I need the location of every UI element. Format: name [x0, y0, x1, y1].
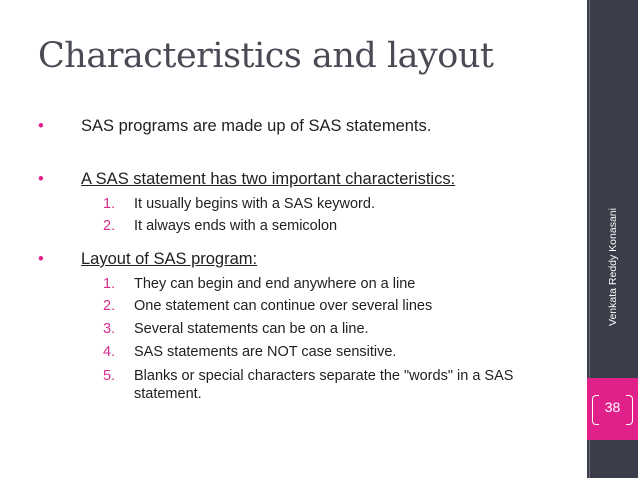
author-name: Venkata Reddy Konasani: [606, 208, 619, 326]
bullet-text: A SAS statement has two important characteristics:: [81, 170, 456, 188]
item-text: It always ends with a semicolon: [134, 218, 338, 234]
bullet-marker: •: [38, 250, 44, 268]
bullet-marker: •: [38, 117, 44, 135]
item-text: They can begin and end anywhere on a line: [134, 276, 416, 292]
item-text: Several statements can be on a line.: [134, 321, 369, 337]
slide-title: Characteristics and layout: [38, 36, 494, 76]
item-text: SAS statements are NOT case sensitive.: [134, 344, 397, 360]
author-label: [587, 202, 638, 332]
item-number: 4.: [103, 344, 116, 360]
item-number: 5.: [103, 368, 116, 384]
item-text: It usually begins with a SAS keyword.: [134, 196, 375, 212]
item-text: One statement can continue over several lines: [134, 298, 433, 314]
item-text: Blanks or special characters separate the "words" in a SAS: [134, 368, 514, 384]
item-number: 1.: [103, 196, 116, 212]
page-number-box: [587, 378, 638, 440]
item-number: 1.: [103, 276, 116, 292]
bullet-marker: •: [38, 170, 44, 188]
item-number: 2.: [103, 218, 116, 234]
page-number: 38: [604, 399, 621, 415]
item-number: 2.: [103, 298, 116, 314]
item-text-continuation: statement.: [134, 386, 202, 402]
item-number: 3.: [103, 321, 116, 337]
bullet-text: Layout of SAS program:: [81, 250, 258, 268]
bullet-text: SAS programs are made up of SAS statements.: [81, 117, 432, 135]
